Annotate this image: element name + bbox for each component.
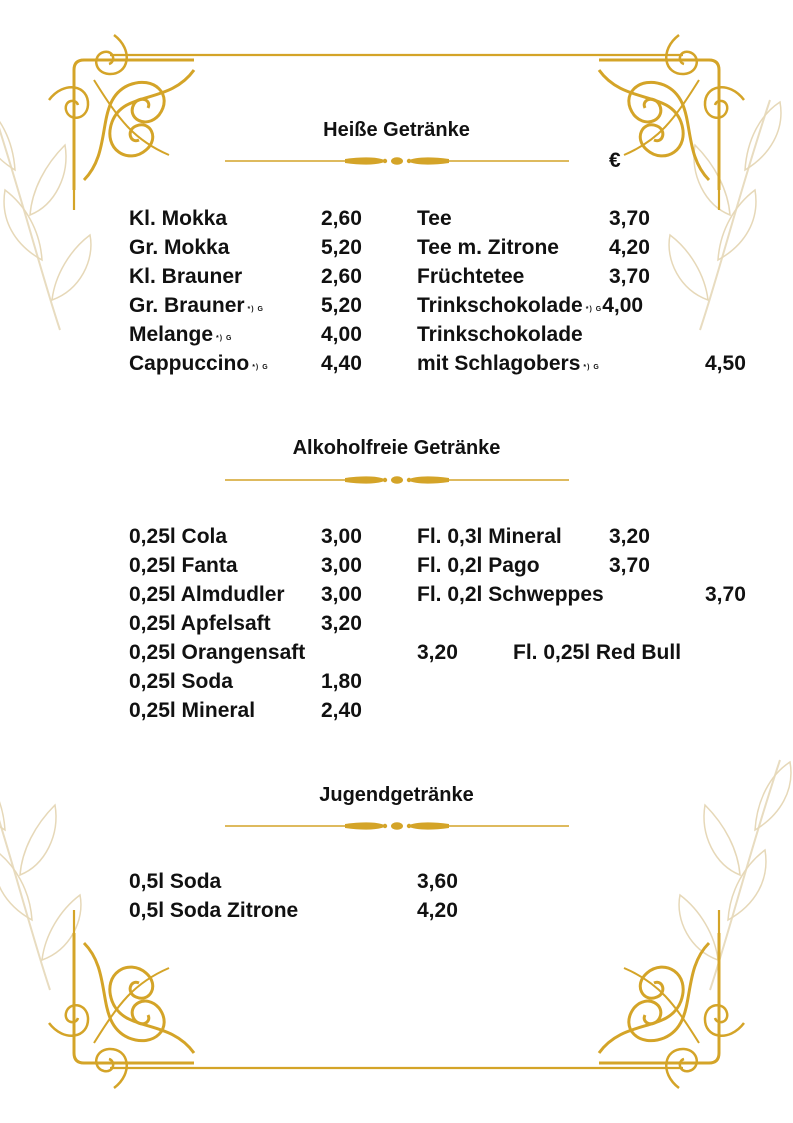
menu-item-name: 0,25l Cola [129,525,228,548]
menu-item-price: 4,20 [417,899,458,922]
menu-item-name: mit Schlagobers [417,352,581,375]
menu-item-price: 4,50 [705,352,746,375]
menu-item-name: 0,25l Apfelsaft [129,612,271,635]
menu-item-price: 3,00 [321,583,362,606]
divider-ornament-soft [225,475,569,485]
menu-item-price: 3,20 [609,525,650,548]
allergen-note: *) G [216,335,233,342]
section-title-youth: Jugendgetränke [319,784,474,806]
menu-item-name: 0,5l Soda Zitrone [129,899,299,922]
menu-item-price: 3,70 [609,265,650,288]
menu-item-price: 3,20 [321,612,362,635]
allergen-note: *) G [585,306,603,313]
menu-item-name: Tee m. Zitrone [417,236,559,259]
menu-item-name: 0,25l Orangensaft [129,641,306,664]
menu-item-name: Kl. Brauner [129,265,243,288]
menu-item-price: 4,00 [602,294,644,317]
menu-item-name: 0,25l Fanta [129,554,238,577]
currency-label: € [609,149,621,172]
menu-item-name: 0,25l Soda [129,670,233,693]
menu-item-name: Tee [417,207,452,230]
menu-item-name: 0,25l Almdudler [129,583,285,606]
menu-item [417,353,600,374]
menu-item-price: 5,20 [321,294,362,317]
menu-item-name: Cappuccino [129,352,250,375]
menu-item-price: 3,70 [609,207,650,230]
menu-item [129,353,269,374]
menu-item-price: 2,60 [321,207,362,230]
menu-item-name: 0,5l Soda [129,870,222,893]
menu-item-name: Früchtetee [417,265,525,288]
divider-ornament-hot [225,156,569,166]
menu-item-name: Trinkschokolade [417,323,583,346]
menu-item-name: Gr. Brauner [129,294,245,317]
menu-item-name: Gr. Mokka [129,236,230,259]
menu-item-price: 4,00 [321,323,362,346]
menu-item [129,295,264,316]
menu-item-name: 0,25l Mineral [129,699,256,722]
menu-item-price: 5,20 [321,236,362,259]
menu-item-price: 3,00 [321,525,362,548]
menu-item-name: Fl. 0,2l Pago [417,554,540,577]
menu-item-price: 3,20 [417,641,458,664]
divider-ornament-youth [225,821,569,831]
menu-item-name: Trinkschokolade [417,294,583,317]
menu-item-price: 2,40 [321,699,362,722]
section-title-hot: Heiße Getränke [323,119,470,141]
menu-item [129,324,232,345]
menu-item-name: Fl. 0,2l Schweppes [417,583,604,606]
menu-item-price: 4,40 [321,352,362,375]
corner-flourish-top-left [49,35,194,190]
corner-flourish-bottom-left [49,933,194,1088]
menu-item-price: 3,70 [705,583,746,606]
menu-item-name: Melange [129,323,214,346]
menu-item-price: 4,20 [609,236,650,259]
menu-item [417,295,643,316]
allergen-note: *) G [583,364,600,371]
menu-item-price: 3,70 [609,554,650,577]
menu-item-name: Fl. 0,25l Red Bull [513,641,682,664]
allergen-note: *) G [252,364,269,371]
section-title-soft: Alkoholfreie Getränke [292,437,501,459]
menu-item-price: 1,80 [321,670,362,693]
corner-flourish-bottom-right [599,933,744,1088]
menu-item-price: 2,60 [321,265,362,288]
menu-item-price: 3,00 [321,554,362,577]
menu-item-name: Kl. Mokka [129,207,228,230]
menu-item-price: 3,60 [417,870,458,893]
menu-item-name: Fl. 0,3l Mineral [417,525,562,548]
allergen-note: *) G [247,306,264,313]
